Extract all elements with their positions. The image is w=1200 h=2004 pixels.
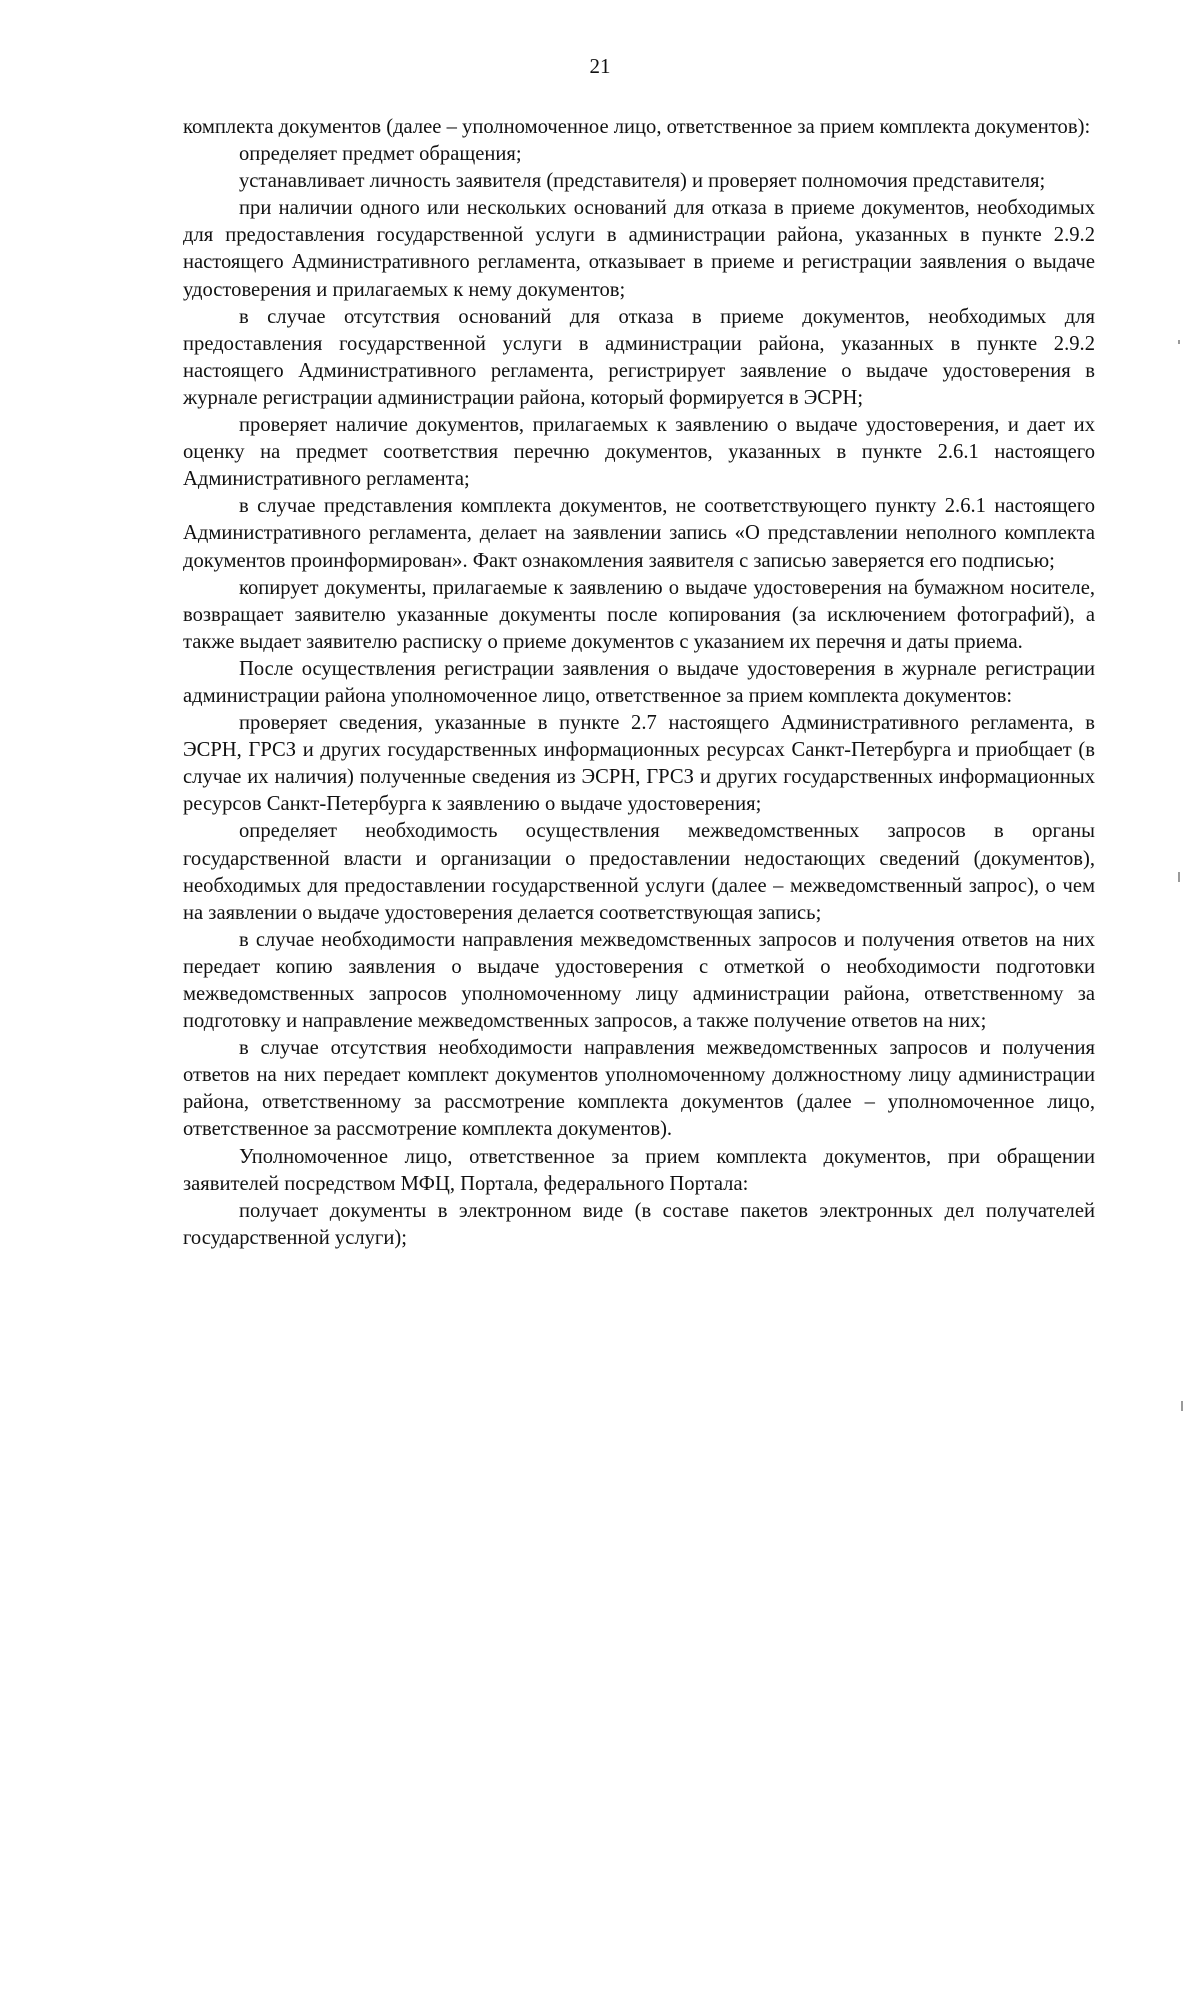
paragraph: получает документы в электронном виде (в составе пакетов электронных дел получателей государственной услуги); <box>183 1199 1095 1249</box>
document-body <box>183 114 1095 1252</box>
paragraph: в случае представления комплекта документов, не соответствующего пункту 2.6.1 настоящего Административного регламента, делает на заявлении запись «О представлении неполного комплекта документов проинформирован». Факт ознакомления заявителя с записью заверяется его подписью; <box>183 495 1095 572</box>
paragraph: в случае отсутствия оснований для отказа в приеме документов, необходимых для предоставления государственной услуги в администрации района, указанных в пункте 2.9.2 настоящего Административного регламента, регистрирует заявление о выдаче удостоверения в журнале регистрации администрации района, который формируется в ЭСРН; <box>183 305 1095 409</box>
paragraph: определяет предмет обращения; <box>239 143 522 166</box>
page-number: 21 <box>589 54 611 78</box>
paragraph: определяет необходимость осуществления межведомственных запросов в органы государственной власти и организации о предоставлении недостающих сведений (документов), необходимых для предоставлении государственной услуги (далее – межведомственный запрос), о чем на заявлении о выдаче удостоверения делается соответствующая запись; <box>183 820 1095 924</box>
scan-margin-mark <box>1178 340 1180 344</box>
paragraph: при наличии одного или нескольких оснований для отказа в приеме документов, необходимых для предоставления государственной услуги в администрации района, указанных в пункте 2.9.2 настоящего Административного регламента, отказывает в приеме и регистрации заявления о выдаче удостоверения и прилагаемых к нему документов; <box>183 197 1095 301</box>
paragraph: в случае необходимости направления межведомственных запросов и получения ответов на них передает копию заявления о выдаче удостоверения с отметкой о необходимости подготовки межведомственных запросов уполномоченному лицу администрации района, ответственному за подготовку и направление межведомственных запросов, а также получение ответов на них; <box>183 928 1095 1033</box>
paragraph: После осуществления регистрации заявления о выдаче удостоверения в журнале регистрации администрации района уполномоченное лицо, ответственное за прием комплекта документов: <box>183 657 1095 707</box>
scan-margin-mark <box>1178 872 1180 882</box>
paragraph: устанавливает личность заявителя (представителя) и проверяет полномочия представителя; <box>239 170 1046 193</box>
scan-margin-mark <box>1181 1401 1183 1411</box>
paragraph: проверяет сведения, указанные в пункте 2.7 настоящего Административного регламента, в ЭСРН, ГРСЗ и других государственных информационных ресурсах Санкт-Петербурга и приобщает (в случае их наличия) полученные сведения из ЭСРН, ГРСЗ и других государственных информационных ресурсов Санкт-Петербурга к заявлению о выдаче удостоверения; <box>183 712 1095 816</box>
paragraph: копирует документы, прилагаемые к заявлению о выдаче удостоверения на бумажном носителе, возвращает заявителю указанные документы после копирования (за исключением фотографий), а также выдает заявителю расписку о приеме документов с указанием их перечня и даты приема. <box>183 576 1095 653</box>
paragraph-continuation: комплекта документов (далее – уполномоченное лицо, ответственное за прием комплекта документов): <box>183 116 1091 138</box>
paragraph: проверяет наличие документов, прилагаемых к заявлению о выдаче удостоверения, и дает их оценку на предмет соответствия перечню документов, указанных в пункте 2.6.1 настоящего Административного регламента; <box>183 414 1095 491</box>
paragraph: Уполномоченное лицо, ответственное за прием комплекта документов, при обращении заявителей посредством МФЦ, Портала, федерального Портала: <box>183 1145 1095 1195</box>
paragraph: в случае отсутствия необходимости направления межведомственных запросов и получения ответов на них передает комплект документов уполномоченному должностному лицу администрации района, ответственному за рассмотрение комплекта документов (далее – уполномоченное лицо, ответственное за рассмотрение комплекта документов). <box>183 1037 1095 1141</box>
